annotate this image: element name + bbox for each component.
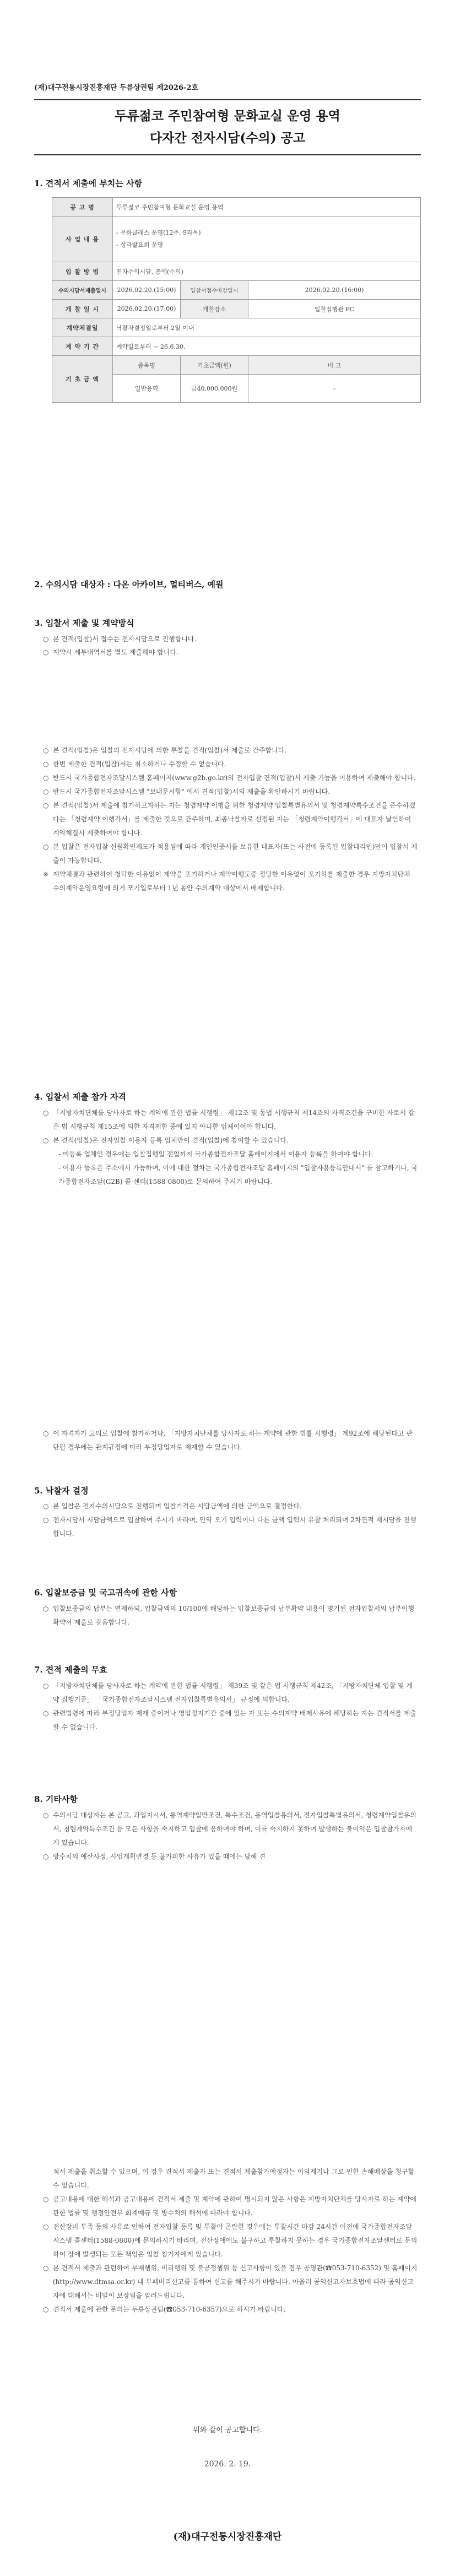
section-3-paragraphs	[43, 744, 418, 895]
list-item	[43, 840, 418, 868]
row-value-term: 계약일로부터 ~ 26.6.30.	[113, 337, 421, 356]
list-item-text: 본 견적(입찰)서 제출에 참가하고자하는 자는 청렴계약 이행을 위한 청렴계약 입찰특별유의서 및 청렴계약특수조건을 준수하겠다는 「청렴계약 이행각서」를 제출한 것으로 간주하며, 최종낙찰자로 선정된 자는 「청렴계약이행각서」에 대표자 날인하여 계약체결시 제출하여야 합니다.	[53, 802, 415, 837]
list-item	[43, 2261, 418, 2303]
row-value-period: 2026.02.20.(15:00)	[113, 281, 181, 300]
bullet-mark: ○	[43, 1682, 49, 1690]
list-item	[43, 1679, 418, 1707]
list-item-text: 계약체결과 관련하여 청탁한 이유없이 계약을 포기하거나 계약이행도중 정당한 이유없이 포기하를 제출한 경우 지방자치단체 수의계약운영요령에 의거 포기일로부터 1년 동안 수의계약 대상에서 배제합니다.	[53, 870, 410, 892]
list-item	[43, 1850, 418, 1864]
list-item	[43, 799, 418, 840]
row-value-deadline: 2026.02.20.(16:00)	[248, 281, 421, 300]
list-item-text: 본 입찰은 전자입찰 신원확인제도가 적용됨에 따라 개인인증서를 보유한 대표자(또는 사전에 등록된 입찰대리인)만이 입찰서 제출이 가능합니다.	[53, 843, 418, 864]
list-item	[43, 1427, 418, 1454]
row-value-name: 두류젊코 주민참여형 문화교실 운영 용역	[113, 198, 421, 217]
section-4-heading: 4. 입찰서 제출 참가 자격	[34, 1092, 126, 1102]
bullet-mark	[48, 1161, 58, 1189]
row-label-term: 계 약 기 간	[52, 337, 113, 356]
list-item-text: 반드시 국가종합전자조달시스템 "보내문서함" 에서 견적(입찰)서의 제출을 확인하시기 바랍니다.	[53, 788, 331, 795]
list-item-text: 입찰보증금의 납부는 면제하되, 입찰금액의 10/100에 해당하는 입찰보증금의 납부확약 내용이 명기된 전자입찰서의 납부이행확약서 제출로 갈음합니다.	[53, 1605, 415, 1626]
section-7-heading: 7. 견적 제출의 무효	[34, 1665, 107, 1675]
section-5-paragraphs	[43, 1500, 418, 1541]
bid-info-table	[52, 197, 421, 403]
bullet-mark: ○	[43, 1430, 49, 1437]
bullet-mark: ○	[43, 760, 49, 768]
list-item-text: 관련법령에 따라 부정당업자 제재 중이거나 영업정지기간 중에 있는 자 또는 수의계약 배제사유에 해당하는 자는 견적서를 제출할 수 없습니다.	[53, 1709, 417, 1731]
bullet-mark: ○	[43, 802, 49, 809]
section-8-paragraphs-a	[43, 1809, 418, 1864]
list-item	[43, 1106, 418, 1134]
page-title-line1: 두류젊코 주민참여형 문화교실 운영 용역	[115, 109, 340, 123]
amount-cell-item: 일반용역	[113, 375, 181, 403]
row-value-scope	[113, 217, 421, 262]
list-item	[43, 1134, 418, 1148]
list-item	[43, 1707, 418, 1734]
row-label-period: 수의시담서제출일시	[52, 281, 113, 300]
section-5-heading: 5. 낙찰자 결정	[34, 1486, 89, 1496]
list-item	[43, 1148, 418, 1161]
list-item	[43, 785, 418, 799]
bullet-mark: ○	[43, 746, 49, 754]
bullet-mark: ○	[43, 1502, 49, 1510]
list-item-text: 본 견적(입찰)은 입찰의 전자시담에 의한 투찰을 견적(입찰)서 제출로 간주합니다.	[53, 746, 287, 754]
bullet-mark: ○	[43, 843, 49, 851]
list-item-text: 적서 제출을 취소할 수 있으며, 이 경우 견적서 제출자 또는 견적서 제출참가예정자는 이의제기나 그로 인한 손해배상을 청구할 수 없습니다.	[53, 2168, 415, 2189]
row-label-sign: 계약체결일	[52, 318, 113, 337]
list-item	[43, 2165, 418, 2193]
list-item	[43, 757, 418, 771]
row-label-open: 개 찰 일 시	[52, 300, 113, 318]
list-item-text: 「지방자치단체를 당사자로 하는 계약에 관한 법률 시행령」 제39조 및 같은 법 시행규칙 제42조, 「지방자치단체 입찰 및 계약 집행기준」 「국가종합전자조달시스템 전자입찰특별유의서」 규정에 의합니다.	[53, 1682, 413, 1703]
list-item-text: 한번 제출한 견적(입찰)서는 취소하거나 수정할 수 없습니다.	[53, 760, 226, 768]
row-value-method: 전자수의시담, 총액(수의)	[113, 262, 421, 281]
bullet-mark: ○	[43, 1137, 49, 1144]
bullet-mark: ○	[43, 2306, 49, 2313]
scope-item: - 성과발표회 운영	[116, 241, 164, 248]
list-item-text: 수의시담 대상자는 본 공고, 과업지시서, 용역계약일반조건, 특수조건, 용역입찰유의서, 전자입찰특별유의서, 청렴계약입찰유의서, 청렴계약특수조건 등 모든 사항을 숙지하고 입찰에 응하여야 하며, 이를 숙지하지 못하여 발생하는 불이익은 입찰참가자에게 있습니다.	[53, 1811, 417, 1847]
list-item-text: 전자시담서 시담금액으로 입찰하여 주시기 바라며, 만약 오기 입력이나 다른 금액 입력시 유찰 처리되며 2차견적 재시담을 진행합니다.	[53, 1516, 416, 1538]
section-1-heading: 1. 견적서 제출에 부치는 사항	[34, 178, 142, 188]
row-label-method: 입 찰 방 법	[52, 262, 113, 281]
bullet-mark: ○	[43, 1811, 49, 1819]
section-6-heading: 6. 입찰보증금 및 국고귀속에 관한 사항	[34, 1588, 177, 1598]
list-item	[43, 1500, 418, 1513]
section-3-bullets-a	[43, 632, 418, 659]
amount-cell-price: 금40,000,000원	[181, 375, 248, 403]
bullet-mark: ○	[43, 1109, 49, 1117]
amount-cell-note: -	[248, 375, 421, 403]
list-item	[43, 2220, 418, 2261]
section-7-paragraphs	[43, 1679, 418, 1734]
list-item-text: 본 견적서 제출과 관련하여 부패행위, 비리행위 및 불공정행위 등 신고사항이 있을 경우 공명관(☎053-710-6352) 및 홈페이지(http://www.dtmsa.or.kr) 내 부패비리신고를 통하여 신고를 해주시기 바랍니다. 아울러 공익신고자보호법에 따라 공익신고자에 대해서는 비밀이 보장됨을 알려드립니다.	[53, 2264, 418, 2299]
list-item-text: 본 입찰은 전자수의시담으로 진행되며 입찰가격은 시담금액에 의한 금액으로 결정한다.	[53, 1502, 302, 1510]
list-item-text: 이 자격자가 고의로 입찰에 참가하거나, 「지방자치단체를 당사자로 하는 계약에 관한 법률 시행령」 제92조에 해당된다고 판단될 경우에는 관계규정에 따라 부정당업자로 제재할 수 있습니다.	[53, 1430, 413, 1451]
bullet-mark: ○	[43, 1853, 49, 1860]
list-item	[43, 1809, 418, 1850]
row-label-name: 공 고 명	[52, 198, 113, 217]
amount-header-price: 기초금액(원)	[181, 356, 248, 375]
list-item-text: 방수치의 예산사정, 사업계획변경 등 불가피한 사유가 있을 때에는 당해 견	[53, 1853, 266, 1860]
bullet-mark: ○	[43, 2223, 49, 2231]
section-6-paragraphs	[43, 1602, 418, 1630]
row-label-deadline: 입찰서접수마감일시	[181, 281, 248, 300]
row-label-scope: 사 업 내 용	[52, 217, 113, 262]
list-item-text: 반드시 국가종합전자조달시스템 홈페이지(www.g2b.go.kr)의 전자입찰 견적(입찰)서 제출 기능을 이용하여 제출해야 합니다.	[53, 774, 416, 782]
list-item-text: 계약시 세부내역서를 별도 제출해야 합니다.	[53, 648, 178, 656]
bullet-mark: ○	[43, 2264, 49, 2272]
list-item-text: 「지방자치단체를 당사자로 하는 계약에 관한 법률 시행령」 제12조 및 동법 시행규칙 제14조의 자격조건을 구비한 자로서 같은 법 시행규칙 제15조에 의한 자격제한 중에 있지 아니한 업체이어야 합니다.	[53, 1109, 415, 1130]
list-item-text: 공고내용에 대한 해석과 공고내용에 견적서 제출 및 계약에 관하여 명시되지 않은 사항은 지방자치단체를 당사자로 하는 계약에 관한 법률 및 행정안전부 회계예규 및 방수치의 해석에 따라야 합니다.	[53, 2195, 417, 2217]
section-8-paragraphs-b	[43, 2165, 418, 2317]
document-number: (재)대구전통시장진흥재단 두류상권팀 제2026-2호	[34, 84, 199, 92]
title-divider	[34, 154, 421, 155]
list-item: ○ 계약시 세부내역서를 별도 제출해야 합니다.	[43, 648, 178, 656]
bullet-mark	[48, 1148, 58, 1161]
list-item	[43, 2303, 418, 2317]
bullet-mark: ○	[43, 774, 49, 782]
bullet-mark: ○	[43, 2195, 49, 2203]
top-divider	[34, 99, 421, 100]
list-item	[43, 2193, 418, 2220]
row-label-amount: 기 초 금 액	[52, 356, 113, 403]
amount-header-item: 종목명	[113, 356, 181, 375]
bullet-mark: ○	[43, 1605, 49, 1612]
list-item-text: - 미등록 업체인 경우에는 입찰집행일 전일까지 국가종합전자조달 홈페이지에서 이용자 등록을 하여야 합니다.	[58, 1150, 373, 1158]
bullet-mark: ○	[43, 1709, 49, 1717]
list-item-text: - 이용자 등록은 주소에서 가능하며, 이에 대한 절차는 국가종합전자조달 홈페이지의 "입찰자용등록안내서" 를 참고하거나, 국가종합전자조달(G2B) 콜-센터(1588-0800)로 문의하여 주시기 바랍니다.	[58, 1164, 418, 1186]
list-item-text: 견적서 제출에 관한 문의는 두류상권팀(☎053-710-6357)으로 하시기 바랍니다.	[53, 2306, 286, 2313]
list-item	[43, 1513, 418, 1541]
scope-item: - 문화클래스 운영(12주, 9과목)	[116, 229, 201, 236]
list-item	[43, 771, 418, 785]
bullet-mark: ※	[43, 870, 49, 878]
section-2-heading: 2. 수의시담 대상자 : 다온 아카이브, 멀티버스, 예원	[34, 580, 224, 589]
bullet-mark	[43, 2165, 53, 2193]
list-item: ○ 본 견적(입찰)서 접수는 전자시담으로 진행합니다.	[43, 635, 197, 643]
bullet-mark: ○	[43, 788, 49, 795]
row-value-sign: 낙찰자결정일로부터 2일 이내	[113, 318, 421, 337]
bullet-mark: ○	[43, 1516, 49, 1524]
list-item	[43, 1161, 418, 1189]
list-item-text: 본 견적(입찰)서 접수는 전자시담으로 진행합니다.	[53, 635, 197, 643]
issuing-organization: (재)대구전통시장진흥재단	[173, 2531, 282, 2542]
list-item-text: 전산장비 부족 등의 사유로 인하여 전자입찰 등록 및 투찰이 곤란한 경우에는 투찰시간 마감 24시간 이전에 국가종합전자조달시스템 콜센터(1588-0800)에 문의하시기 바라며, 전산장애에도 불구하고 투찰하지 못하는 경우 국가종합전자조달센터로 문의하여 장애 발생되는 모든 책임은 입찰 참가자에게 있습니다.	[53, 2223, 418, 2258]
list-item	[43, 868, 418, 895]
section-4-paragraphs-a	[43, 1106, 418, 1189]
list-item-text: 본 견적(입찰)은 전자입찰 이용자 등록 업체만이 견적(입찰)에 참여할 수 있습니다.	[53, 1137, 289, 1144]
row-label-place: 개찰장소	[181, 300, 248, 318]
section-8-heading: 8. 기타사항	[34, 1794, 78, 1804]
section-4-paragraphs-b	[43, 1427, 418, 1454]
row-value-open: 2026.02.20.(17:00)	[113, 300, 181, 318]
list-item	[43, 1602, 418, 1630]
closing-statement: 위와 같이 공고합니다.	[193, 2426, 262, 2434]
issue-date: 2026. 2. 19.	[204, 2460, 251, 2469]
section-3-heading: 3. 입찰서 제출 및 계약방식	[34, 618, 134, 628]
list-item	[43, 744, 418, 757]
row-value-place: 입찰집행관 PC	[248, 300, 421, 318]
amount-header-note: 비 고	[248, 356, 421, 375]
page-title-line2: 다자간 전자시담(수의) 공고	[149, 131, 306, 145]
